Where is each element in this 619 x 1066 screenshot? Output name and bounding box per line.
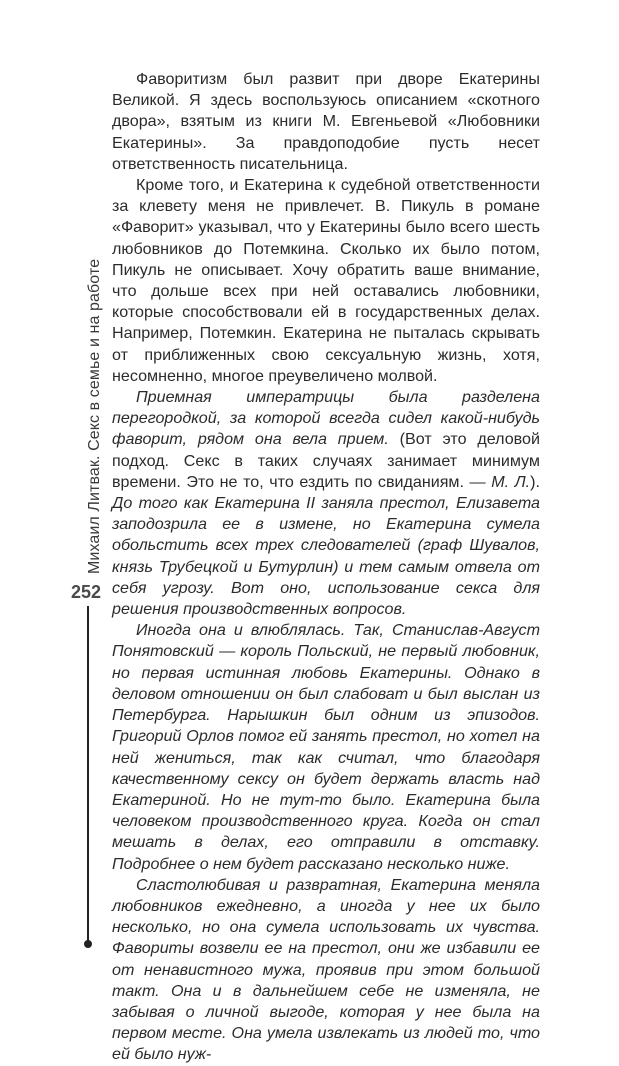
- margin-rule: [87, 606, 89, 946]
- paragraph: [112, 175, 540, 387]
- text-run: (Вот это деловой подход. Секс в таких случаях занимает минимум времени. Это не то, что ездить по свиданиям. —: [112, 430, 540, 491]
- text-run: Иногда она и влюблялась. Так, Станислав-Август Понятовский — король Польский, не первый любовник, но первая истинная любовь Екатерины. Однако в деловом отношении он был слабоват и был выслан из Петербурга. Нарышкин был одним из эпизодов. Григорий Орлов помог ей занять престол, но хотел на ней жениться, так как считал, что благодаря качественному сексу он будет держать власть над Екатериной. Но не тут-то было. Екатерина была человеком производственного круга. Когда он стал мешать в делах, его отправили в отставку. Подробнее о нем будет рассказано несколько ниже.: [112, 621, 540, 873]
- text-run: До того как Екатерина II заняла престол, Елизавета заподозрила ее в измене, но Екатерина сумела обольстить всех трех следователей (граф Шувалов, князь Трубецкой и Бутурлин) и тем самым отвела от себя угрозу. Вот оно, использование секса для решения производственных вопросов.: [112, 494, 540, 619]
- text-run: М. Л.: [491, 472, 531, 491]
- paragraph: [112, 620, 540, 874]
- text-run: ).: [530, 472, 540, 491]
- page-number: 252: [70, 582, 102, 602]
- paragraph: [112, 69, 540, 175]
- paragraph: [112, 875, 540, 1066]
- running-title: Михаил Литвак. Секс в семье и на работе: [86, 258, 103, 574]
- paragraph: [112, 387, 540, 620]
- body-text: [112, 69, 540, 1066]
- margin-rule-dot: [84, 940, 92, 948]
- text-run: Приемная императрицы была разделена перегородкой, за которой всегда сидел какой-нибудь фаворит, рядом она вела прием.: [112, 388, 540, 449]
- text-run: Кроме того, и Екатерина к судебной ответственности за клевету меня не привлечет. В. Пикуль в романе «Фаворит» указывал, что у Екатерины было всего шесть любовников до Потемкина. Сколько их было потом, Пикуль не описывает. Хочу обратить ваше внимание, что дольше всех при ней оставались любовники, которые способствовали ей в государственных делах. Например, Потемкин. Екатерина не пыталась скрывать от приближенных свою сексуальную жизнь, хотя, несомненно, многое преувеличено молвой.: [112, 176, 540, 385]
- text-run: Сластолюбивая и развратная, Екатерина меняла любовников ежедневно, а иногда у нее их было несколько, но она сумела использовать их чувства. Фавориты возвели ее на престол, они же избавили ее от ненавистного мужа, проявив при этом большой такт. Она и в дальнейшем себе не изменяла, не забывая о личной выгоде, которая у нее была на первом месте. Она умела извлекать из людей то, что ей было нуж-: [112, 875, 540, 1064]
- text-run: Фаворитизм был развит при дворе Екатерины Великой. Я здесь воспользуюсь описанием «скотного двора», взятым из книги М. Евгеньевой «Любовники Екатерины». За правдоподобие пусть несет ответственность писательница.: [112, 70, 540, 173]
